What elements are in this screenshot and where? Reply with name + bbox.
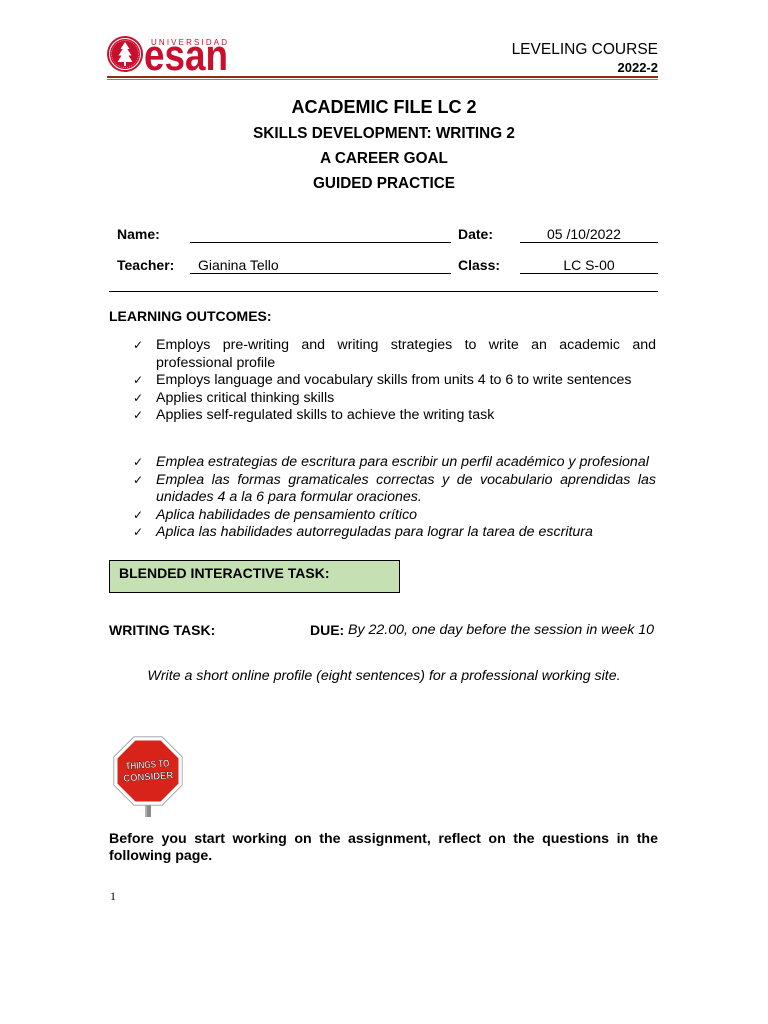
list-item (133, 524, 656, 542)
class-label: Class: (458, 257, 501, 273)
teacher-field-line (190, 273, 451, 274)
outcome-text: Emplea las formas gramaticales correctas y de vocabulario aprendidas las unidades 4 a la 6 para formular oraciones. (156, 471, 656, 505)
class-value: LC S-00 (563, 257, 615, 273)
list-item (133, 337, 656, 372)
learning-outcomes-heading: LEARNING OUTCOMES: (109, 308, 272, 324)
due-text: By 22.00, one day before the session in week 10 (348, 622, 655, 638)
sign-text-line1: THINGS TO (125, 757, 181, 773)
date-field-line (520, 242, 658, 243)
logo-university-text: UNIVERSIDAD (151, 38, 227, 47)
check-icon (133, 454, 156, 472)
course-name: LEVELING COURSE (511, 41, 658, 58)
check-icon (133, 372, 156, 390)
date-label: Date: (458, 226, 494, 242)
outcomes-list-english (133, 337, 656, 425)
logo-wordmark: esan (144, 33, 228, 75)
page-section: GUIDED PRACTICE (313, 175, 455, 192)
page-subtitle: SKILLS DEVELOPMENT: WRITING 2 (253, 125, 515, 142)
page-number: 1 (110, 889, 116, 903)
list-item (133, 507, 656, 525)
page-topic: A CAREER GOAL (320, 150, 448, 167)
form-separator (109, 291, 658, 292)
class-field-line (520, 273, 658, 274)
writing-instruction: Write a short online profile (eight sentences) for a professional working site. (147, 668, 621, 684)
outcome-text: Applies self-regulated skills to achieve the writing task (156, 407, 495, 423)
teacher-value: Gianina Tello (198, 257, 279, 273)
writing-task-label: WRITING TASK: (109, 622, 216, 638)
university-seal-icon (107, 36, 143, 72)
blended-task-label: BLENDED INTERACTIVE TASK: (119, 565, 330, 581)
check-icon (133, 507, 156, 525)
name-field-line (190, 242, 451, 243)
list-item (133, 454, 656, 472)
outcomes-list-spanish (133, 454, 656, 542)
teacher-label: Teacher: (117, 257, 175, 273)
check-icon (133, 407, 156, 425)
name-label: Name: (117, 226, 160, 242)
header-rule-accent (107, 79, 658, 80)
closing-note: Before you start working on the assignment, reflect on the questions in the following page. (109, 831, 658, 864)
course-term: 2022-2 (617, 60, 658, 75)
list-item (133, 407, 656, 425)
due-label: DUE: (310, 622, 345, 638)
esan-logo (105, 33, 233, 75)
list-item (133, 372, 656, 390)
sign-text-line2: CONSIDER (122, 770, 177, 785)
outcome-text: Employs language and vocabulary skills from units 4 to 6 to write sentences (156, 372, 632, 388)
check-icon (133, 337, 156, 372)
outcome-text: Aplica las habilidades autorreguladas para lograr la tarea de escritura (156, 524, 593, 540)
check-icon (133, 524, 156, 542)
stop-sign-icon (108, 735, 188, 817)
header-rule (107, 76, 658, 78)
outcome-text: Employs pre-writing and writing strategies to write an academic and professional profile (156, 337, 656, 371)
list-item (133, 390, 656, 408)
outcome-text: Aplica habilidades de pensamiento crítico (156, 506, 418, 523)
list-item (133, 472, 656, 507)
check-icon (133, 390, 156, 408)
outcome-text: Applies critical thinking skills (156, 389, 335, 406)
date-value: 05 /10/2022 (547, 226, 621, 242)
outcome-text: Emplea estrategias de escritura para escribir un perfil académico y profesional (156, 454, 649, 470)
blended-task-box (109, 560, 400, 593)
page-title: ACADEMIC FILE LC 2 (291, 97, 477, 117)
check-icon (133, 472, 156, 507)
